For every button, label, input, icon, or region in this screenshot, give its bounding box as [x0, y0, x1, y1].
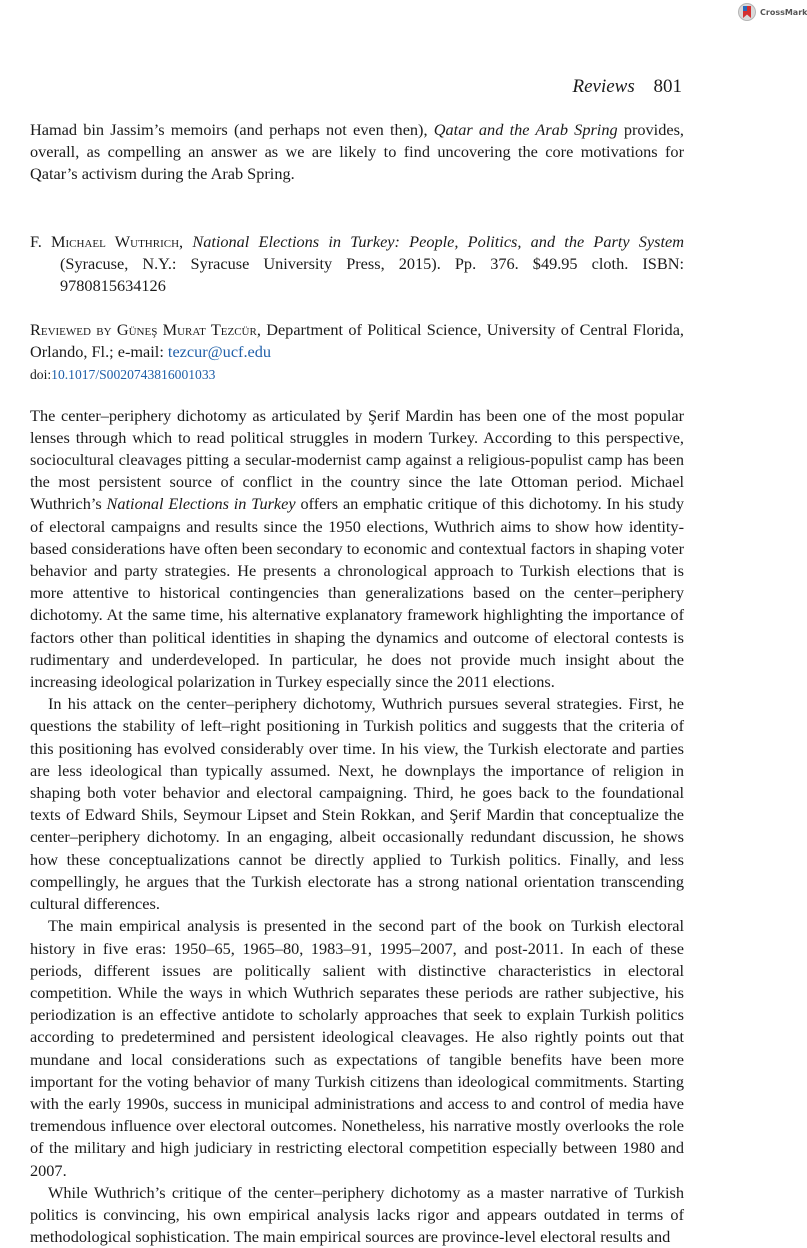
text-segment: provides, overall, as compelling an answer as we are likely to find uncovering the core motivations for Qatar’s activism during the Arab Spring. — [30, 120, 684, 184]
reviewer-name: Reviewed by Güneş Murat Tezcür — [30, 320, 257, 340]
previous-review-continuation — [30, 119, 684, 186]
book-author: Michael Wuthrich — [51, 231, 180, 251]
book-citation — [30, 231, 684, 298]
text-segment: Hamad bin Jassim’s memoirs (and perhaps not even then), — [30, 120, 434, 139]
doi-link[interactable]: 10.1017/S0020743816001033 — [51, 366, 216, 382]
book-title-italic: National Elections in Turkey — [106, 494, 296, 514]
text-segment: offers an emphatic critique of this dichotomy. In his study of electoral campaigns and results since the 1950 elections, Wuthrich aims to show how identity-based considerations have often been secondary to economic and contextual factors in shaping voter behavior and party strategies. He presents a chronological approach to Turkish elections that is more attentive to historical contingencies than generalizations based on the center–periphery dichotomy. At the same time, his alternative explanatory framework highlighting the importance of factors other than political identities in shaping the dynamics and outcome of electoral contests is rudimentary and underdeveloped. In particular, he does not provide much insight about the increasing ideological polarization in Turkey especially since the 2011 elections. — [30, 494, 685, 692]
page-number: 801 — [653, 76, 682, 97]
paragraph — [30, 405, 684, 694]
text-segment: The center–periphery dichotomy as articulated by Şerif Mardin has been one of the most popular lenses through which to read political struggles in modern Turkey. According to this perspective, sociocultural cleavages pitting a secular-modernist camp against a religious-populist camp has been the most persistent source of conflict in the country since the late Ottoman period. Michael Wuthrich’s — [30, 405, 684, 514]
doi-label: doi: — [30, 366, 52, 382]
author-initial: F. — [30, 231, 52, 251]
paragraph: In his attack on the center–periphery dichotomy, Wuthrich pursues several strategies. First, he questions the stability of left–right positioning in Turkish politics and suggests that the criteria of this positioning has evolved considerably over time. In his view, the Turkish electorate and parties are less ideological than typically assumed. Next, he downplays the importance of religion in shaping both voter behavior and electoral campaigning. Third, he goes back to the foundational texts of Edward Shils, Seymour Lipset and Stein Rokkan, and Şerif Mardin that conceptualize the center–periphery dichotomy. In an engaging, albeit occasionally redundant discussion, he shows how these conceptualizations cannot be directly applied to Turkish politics. Finally, and less compellingly, he argues that the Turkish electorate has a strong national orientation transcending cultural differences. — [30, 694, 684, 914]
paragraph: While Wuthrich’s critique of the center–periphery dichotomy as a master narrative of Turkish politics is convincing, his own empirical analysis lacks rigor and appears outdated in terms of methodological sophistication. The main empirical sources are province-level electoral results and — [30, 1182, 684, 1247]
page-content — [30, 119, 684, 1248]
book-title-italic: Qatar and the Arab Spring — [433, 120, 618, 139]
running-head — [572, 76, 682, 98]
book-title: National Elections in Turkey: People, Politics, and the Party System — [192, 231, 685, 251]
publication-info: (Syracuse, N.Y.: Syracuse University Press, 2015). Pp. 376. $49.95 cloth. ISBN: 9780815634126 — [60, 253, 684, 296]
reviewer-affiliation: , Department of Political Science, University of Central Florida, Orlando, Fl.; e-mail: — [30, 320, 684, 362]
paragraph: The main empirical analysis is presented in the second part of the book on Turkish electoral history in five eras: 1950–65, 1965–80, 1983–91, 1995–2007, and post-2011. In each of these periods, different issues are politically salient with distinctive characteristics in electoral competition. While the ways in which Wuthrich separates these periods are rather subjective, his periodization is an effective antidote to scholarly approaches that seek to explain Turkish politics according to predetermined and persistent ideological cleavages. He also rightly points out that mundane and local considerations such as expectations of tangible benefits have been more important for the voting behavior of many Turkish citizens than ideological commitments. Starting with the early 1990s, success in municipal administrations and access to and control of media have tremendous influence over electoral outcomes. Nonetheless, his narrative mostly overlooks the role of the military and high judiciary in restricting electoral competition especially between 1980 and 2007. — [30, 916, 684, 1180]
journal-section-title: Reviews — [572, 76, 635, 97]
doi-line — [30, 364, 684, 386]
reviewer-email-link[interactable]: tezcur@ucf.edu — [167, 342, 272, 362]
crossmark-badge[interactable] — [738, 2, 807, 22]
review-body — [30, 405, 684, 1248]
reviewer-line — [30, 319, 684, 363]
crossmark-label: CrossMark — [760, 7, 807, 17]
separator: , — [179, 231, 193, 251]
crossmark-icon — [738, 2, 756, 22]
